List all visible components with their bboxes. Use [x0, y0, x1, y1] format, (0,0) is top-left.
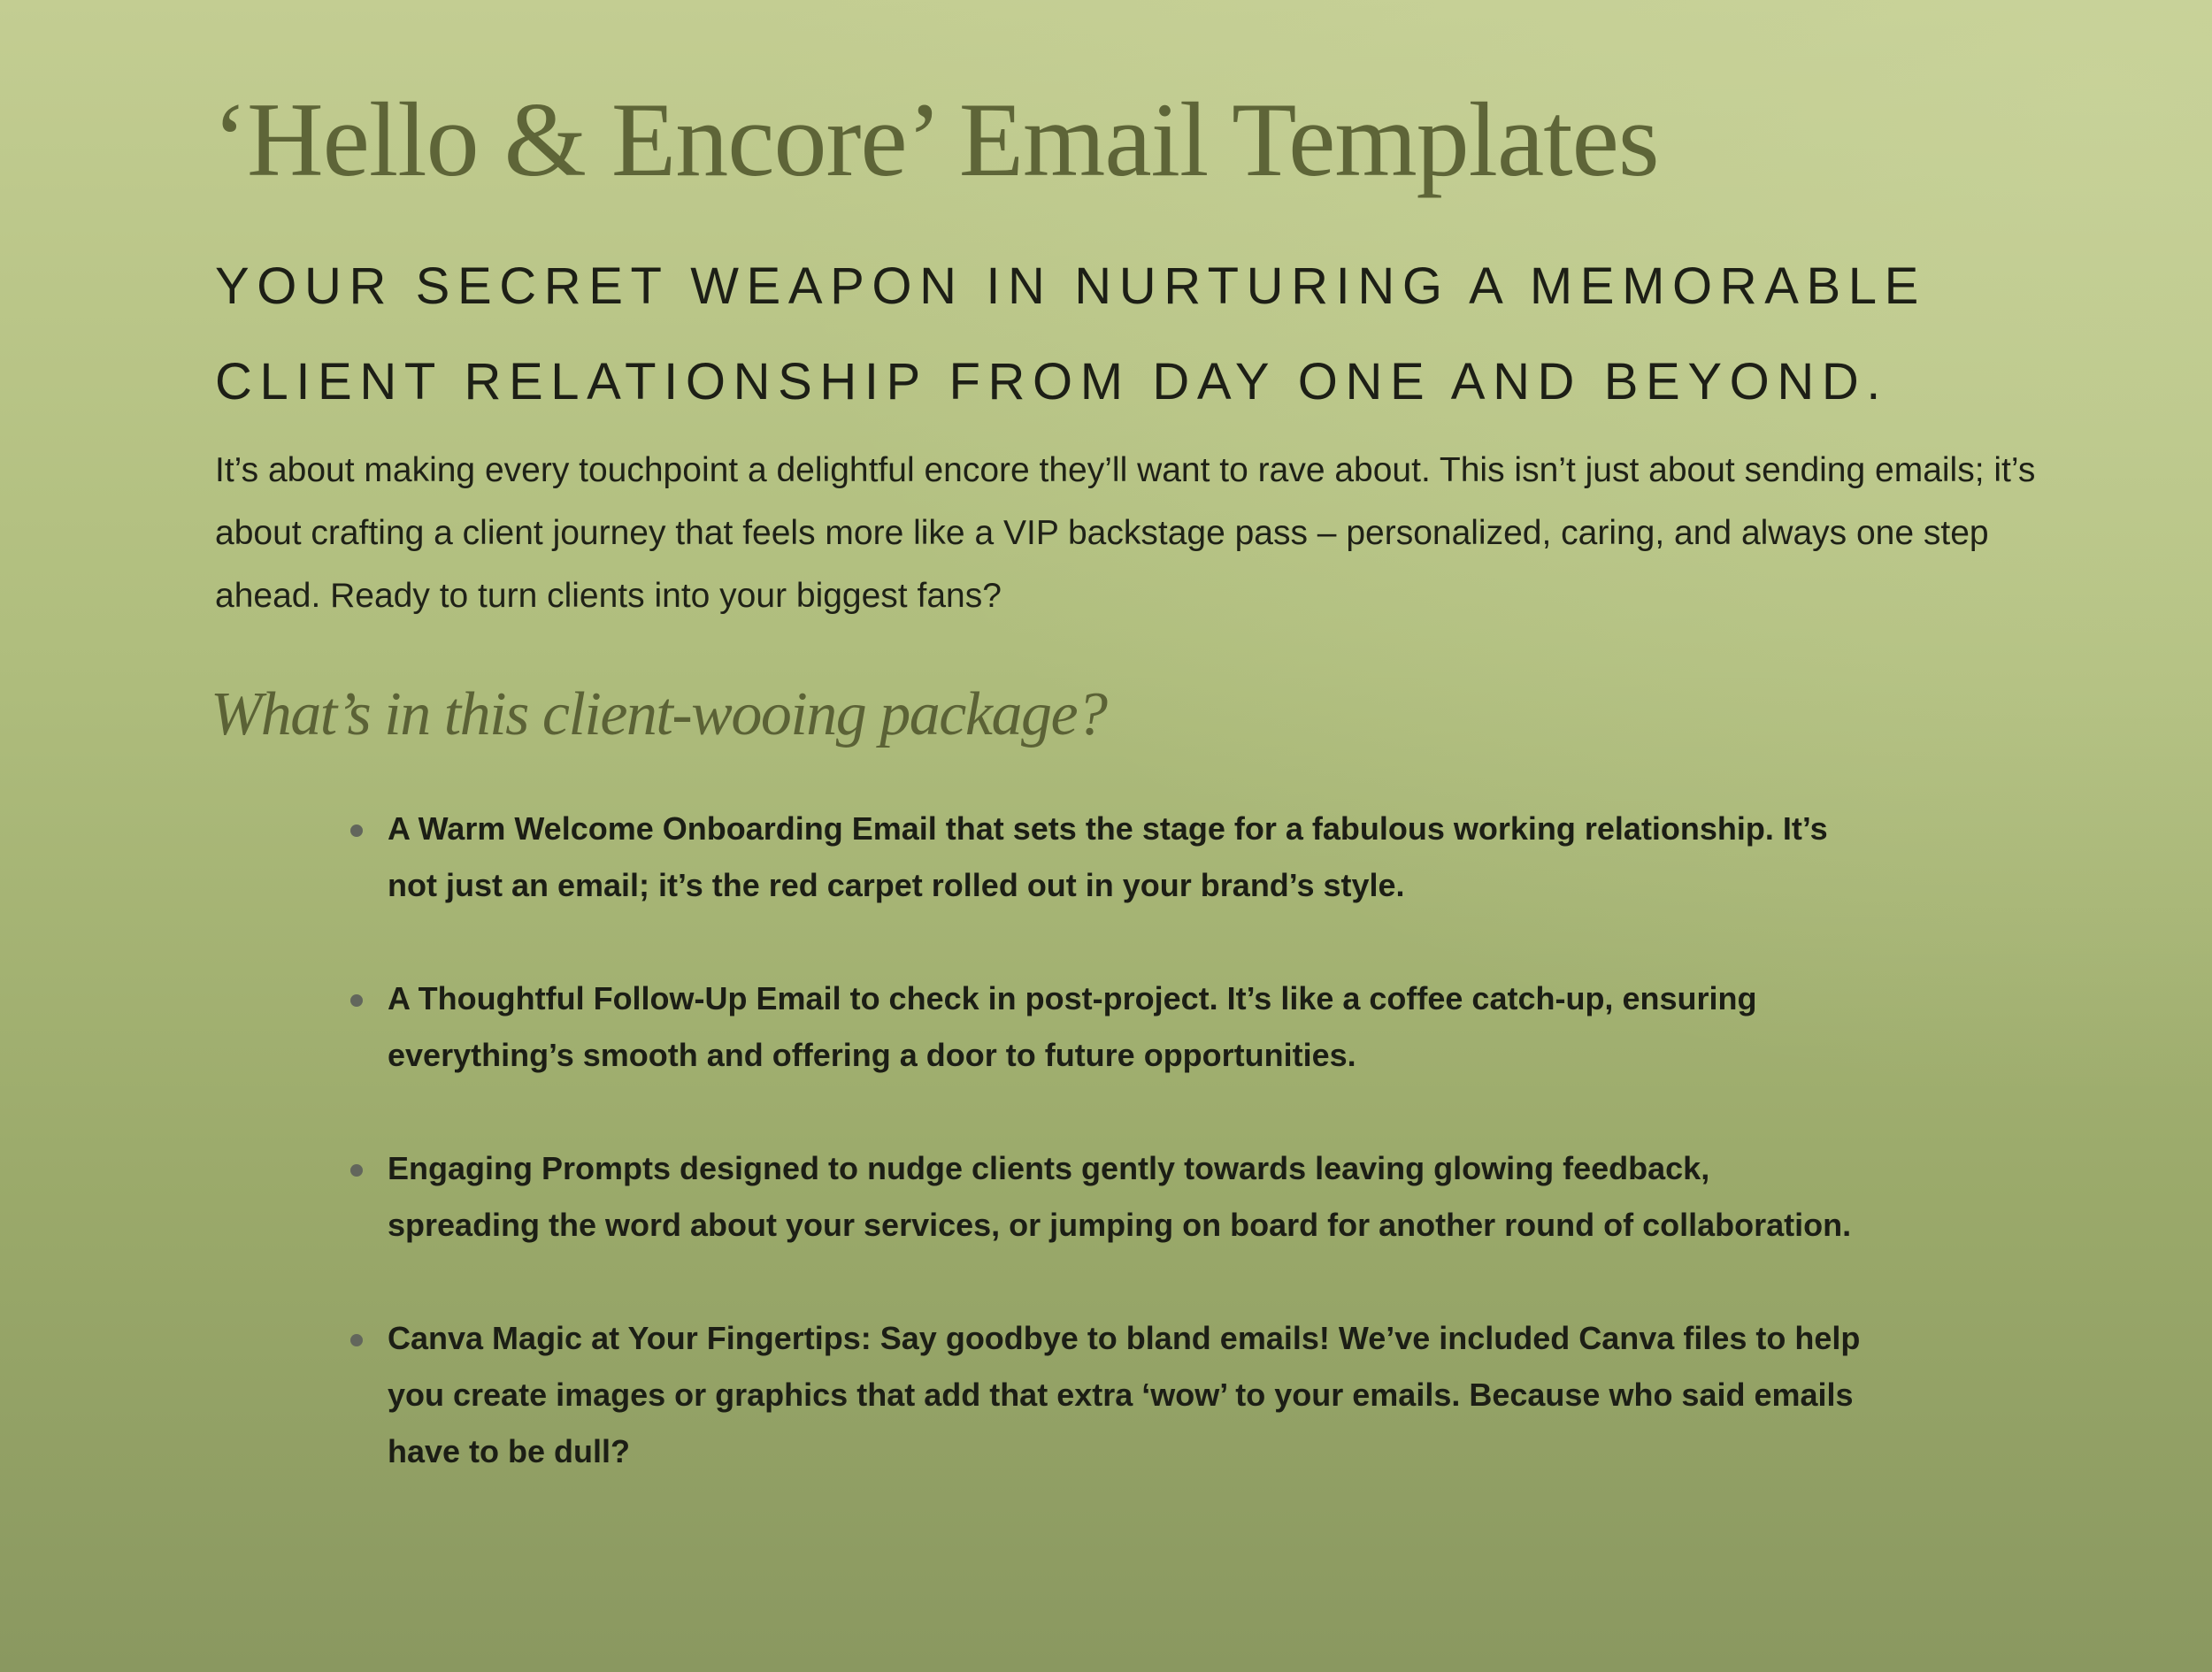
feature-item: [345, 1310, 1867, 1480]
package-heading: What’s in this client-wooing package?: [211, 680, 1107, 748]
feature-text: Engaging Prompts designed to nudge clients gently towards leaving glowing feedback, spreading the word about your services, or jumping on board for another round of collaboration.: [388, 1150, 1852, 1243]
page-title: ‘Hello & Encore’ Email Templates: [212, 81, 1659, 198]
feature-text: Canva Magic at Your Fingertips: Say goodbye to bland emails! We’ve included Canva files to help you create images or graphics that add that extra ‘wow’ to your emails. Because who said emails have to be dull?: [388, 1320, 1861, 1469]
feature-list: [345, 801, 1867, 1537]
feature-item: [345, 970, 1867, 1084]
bullet-icon: [350, 1164, 363, 1177]
bullet-icon: [350, 824, 363, 837]
intro-paragraph: It’s about making every touchpoint a delightful encore they’ll want to rave about. This isn’t just about sending emails; it’s about crafting a client journey that feels more like a VIP backstage pass – personalized, caring, and always one step ahead. Ready to turn clients into your biggest fans?: [215, 451, 2036, 615]
feature-item: [345, 1140, 1867, 1254]
page-subtitle: YOUR SECRET WEAPON IN NURTURING A MEMORABLE CLIENT RELATIONSHIP FROM DAY ONE AND BEYOND.: [215, 257, 1926, 410]
bullet-icon: [350, 994, 363, 1007]
feature-item: [345, 801, 1867, 914]
feature-text: A Thoughtful Follow-Up Email to check in post-project. It’s like a coffee catch-up, ensuring everything’s smooth and offering a door to future opportunities.: [388, 980, 1757, 1073]
bullet-icon: [350, 1334, 363, 1346]
feature-text: A Warm Welcome Onboarding Email that sets the stage for a fabulous working relationship. It’s not just an email; it’s the red carpet rolled out in your brand’s style.: [388, 810, 1828, 903]
